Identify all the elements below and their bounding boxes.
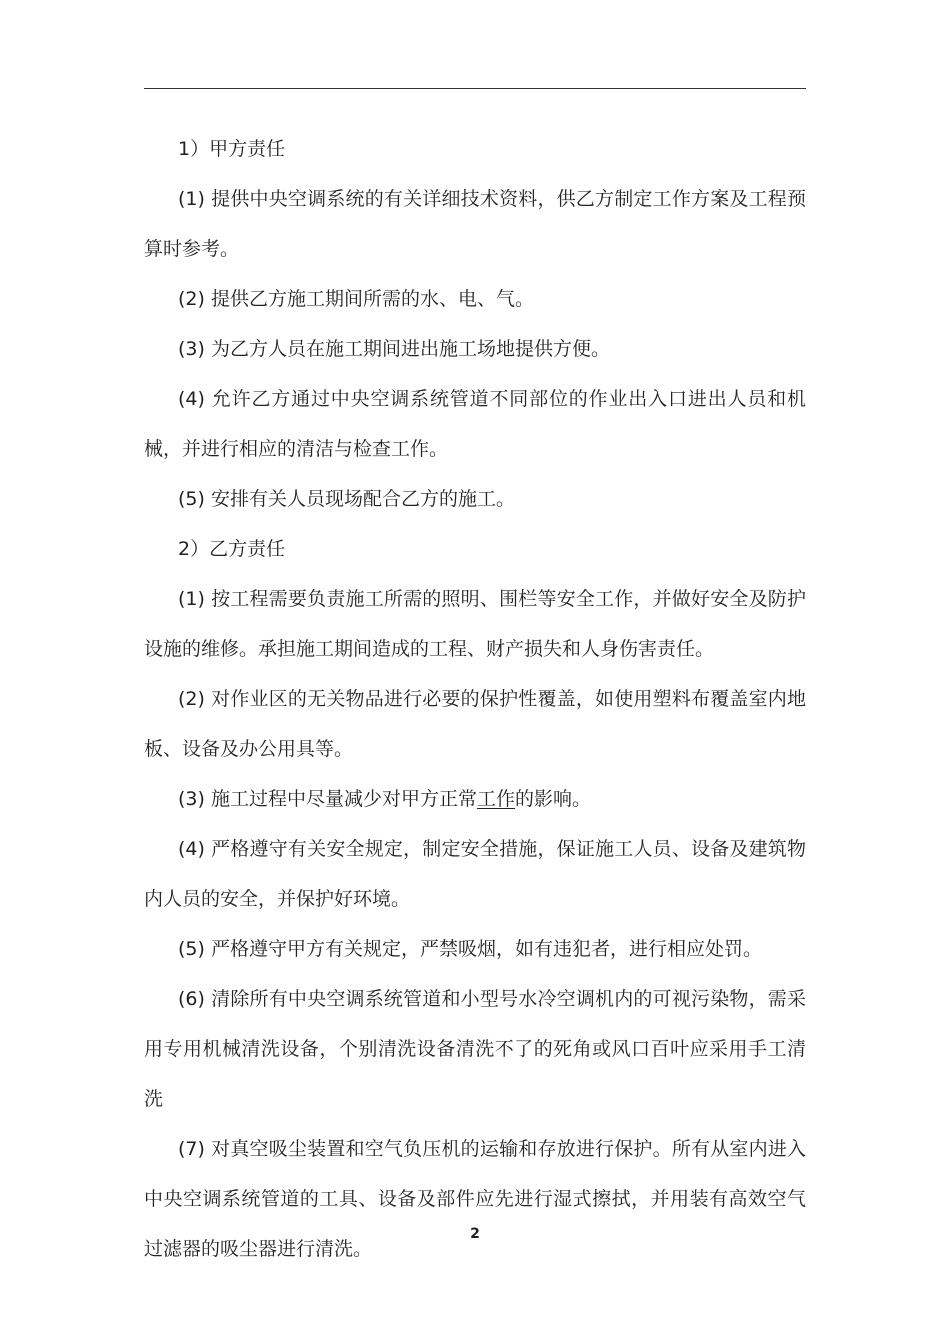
party-a-item-5: (5) 安排有关人员现场配合乙方的施工。: [178, 488, 515, 510]
section-heading-party-b: 2）乙方责任: [178, 538, 286, 560]
header-rule: [144, 88, 806, 89]
party-b-item-3-text-before: (3) 施工过程中尽量减少对甲方正常: [178, 788, 477, 810]
party-b-item-3: [144, 774, 806, 824]
party-b-item-4: (4) 严格遵守有关安全规定，制定安全措施，保证施工人员、设备及建筑物内人员的安全，并保护好环境。: [144, 838, 806, 910]
page-number: 2: [470, 1226, 480, 1242]
party-b-item-3-text-after: 的影响。: [514, 788, 591, 810]
party-b-item-5: (5) 严格遵守甲方有关规定，严禁吸烟，如有违犯者，进行相应处罚。: [178, 938, 762, 960]
underlined-word: 工作: [476, 788, 515, 810]
party-b-item-7: (7) 对真空吸尘装置和空气负压机的运输和存放进行保护。所有从室内进入中央空调系统管道的工具、设备及部件应先进行湿式擦拭，并用装有高效空气过滤器的吸尘器进行清洗。: [144, 1138, 806, 1260]
party-a-item-2: (2) 提供乙方施工期间所需的水、电、气。: [178, 288, 534, 310]
party-a-item-1: (1) 提供中央空调系统的有关详细技术资料，供乙方制定工作方案及工程预算时参考。: [144, 188, 806, 260]
party-b-item-2: (2) 对作业区的无关物品进行必要的保护性覆盖，如使用塑料布覆盖室内地板、设备及办公用具等。: [144, 688, 806, 760]
section-heading-party-a: 1）甲方责任: [178, 138, 286, 160]
party-a-item-3: (3) 为乙方人员在施工期间进出施工场地提供方便。: [178, 338, 610, 360]
document-body: [144, 124, 806, 1274]
party-b-item-6: (6) 清除所有中央空调系统管道和小型号水冷空调机内的可视污染物，需采用专用机械清洗设备，个别清洗设备清洗不了的死角或风口百叶应采用手工清洗: [144, 988, 806, 1110]
party-b-item-1: (1) 按工程需要负责施工所需的照明、围栏等安全工作，并做好安全及防护设施的维修。承担施工期间造成的工程、财产损失和人身伤害责任。: [144, 588, 806, 660]
party-a-item-4: (4) 允许乙方通过中央空调系统管道不同部位的作业出入口进出人员和机械，并进行相应的清洁与检查工作。: [144, 388, 806, 460]
